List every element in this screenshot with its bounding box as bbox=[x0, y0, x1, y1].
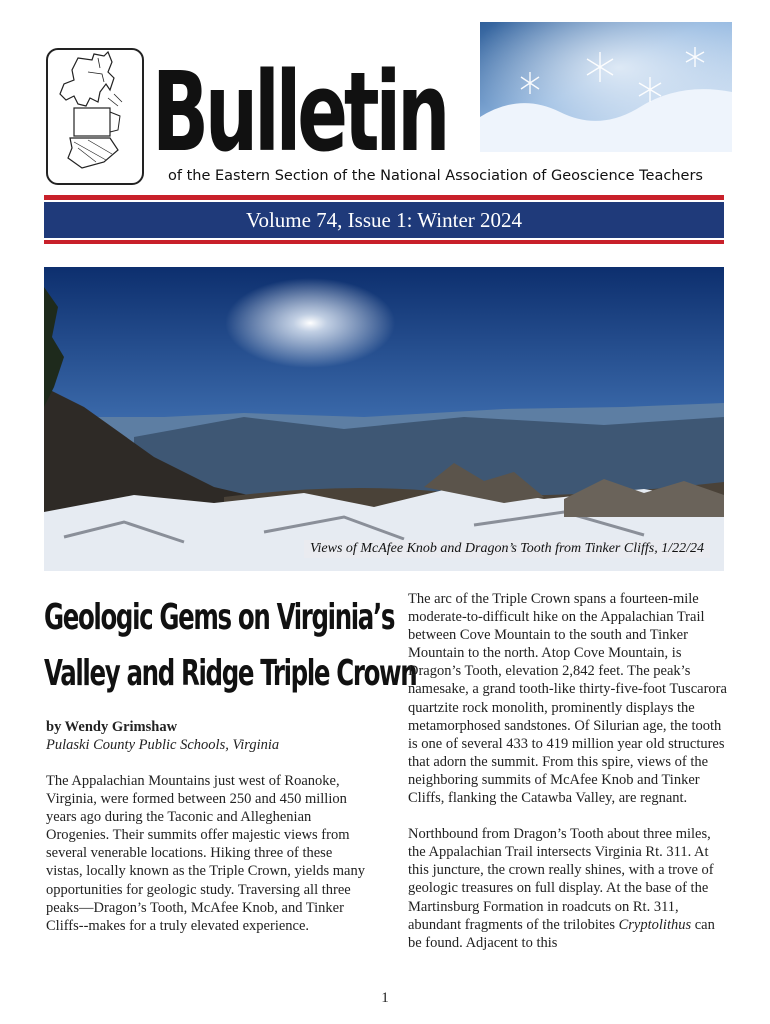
article-column-right bbox=[408, 590, 730, 970]
section-logo bbox=[46, 48, 144, 185]
article-title-line-2: Valley and Ridge Triple Crown bbox=[44, 653, 417, 694]
hero-caption: Views of McAfee Knob and Dragon’s Tooth from Tinker Cliffs, 1/22/24 bbox=[304, 540, 710, 558]
paragraph-right-2-end: can be found. Adjacent to this bbox=[408, 916, 715, 951]
masthead-subtitle: of the Eastern Section of the National Association of Geoscience Teachers bbox=[168, 168, 703, 184]
article-paragraph-right-2 bbox=[408, 825, 730, 952]
byline: by Wendy Grimshaw bbox=[46, 719, 178, 735]
article-paragraph-left: The Appalachian Mountains just west of Roanoke, Virginia, were formed between 250 and 450 million years ago during the Taconic and Alleghenian Orogenies. Their summits offer majestic views from several venerable locations. Hiking three of these vistas, locally known as the Triple Crown, yields many opportunities for geologic study. Traversing all three peaks—Dragon’s Tooth, McAfee Knob, and Tinker Cliffs--makes for a truly elevated experience. bbox=[46, 773, 365, 934]
banner-rule-bottom bbox=[44, 240, 724, 244]
eastern-states-map-icon bbox=[48, 50, 142, 183]
issue-banner: Volume 74, Issue 1: Winter 2024 bbox=[44, 202, 724, 238]
mountain-panorama-image bbox=[44, 267, 724, 571]
article-title bbox=[44, 590, 417, 702]
banner-rule-top bbox=[44, 195, 724, 200]
masthead-title: Bulletin bbox=[152, 48, 447, 176]
snow-crystals-image bbox=[480, 22, 732, 152]
page-number: 1 bbox=[381, 990, 389, 1006]
author-affiliation: Pulaski County Public Schools, Virginia bbox=[46, 737, 280, 753]
article-title-line-1: Geologic Gems on Virginia’s bbox=[44, 597, 395, 638]
article-paragraph-right-1: The arc of the Triple Crown spans a fourteen-mile moderate-to-difficult hike on the Appalachian Trail between Cove Mountain to the south and Tinker Mountain to the north. Atop Cove Mountain, is Dragon’s Tooth, elevation 2,842 feet. The peak’s namesake, a grand tooth-like thirty-five-foot Tuscarora quartzite rock monolith, prominently displays the metamorphosed sandstones. Of Silurian age, the tooth is one of several 433 to 419 million year old structures that adorn the summit. From this spire, views of the neighboring summits of McAfee Knob and Tinker Cliffs, flanking the Catawba Valley, are regnant. bbox=[408, 591, 727, 807]
trilobite-genus: Cryptolithus bbox=[618, 916, 692, 933]
paragraph-right-2-start: Northbound from Dragon’s Tooth about three miles, the Appalachian Trail intersects Virginia Rt. 311. At this juncture, the crown really shines, with a trove of geologic treasures on full display. At the base of the Martinsburg Formation in roadcuts on Rt. 311, abundant fragments of the trilobites bbox=[408, 826, 714, 933]
